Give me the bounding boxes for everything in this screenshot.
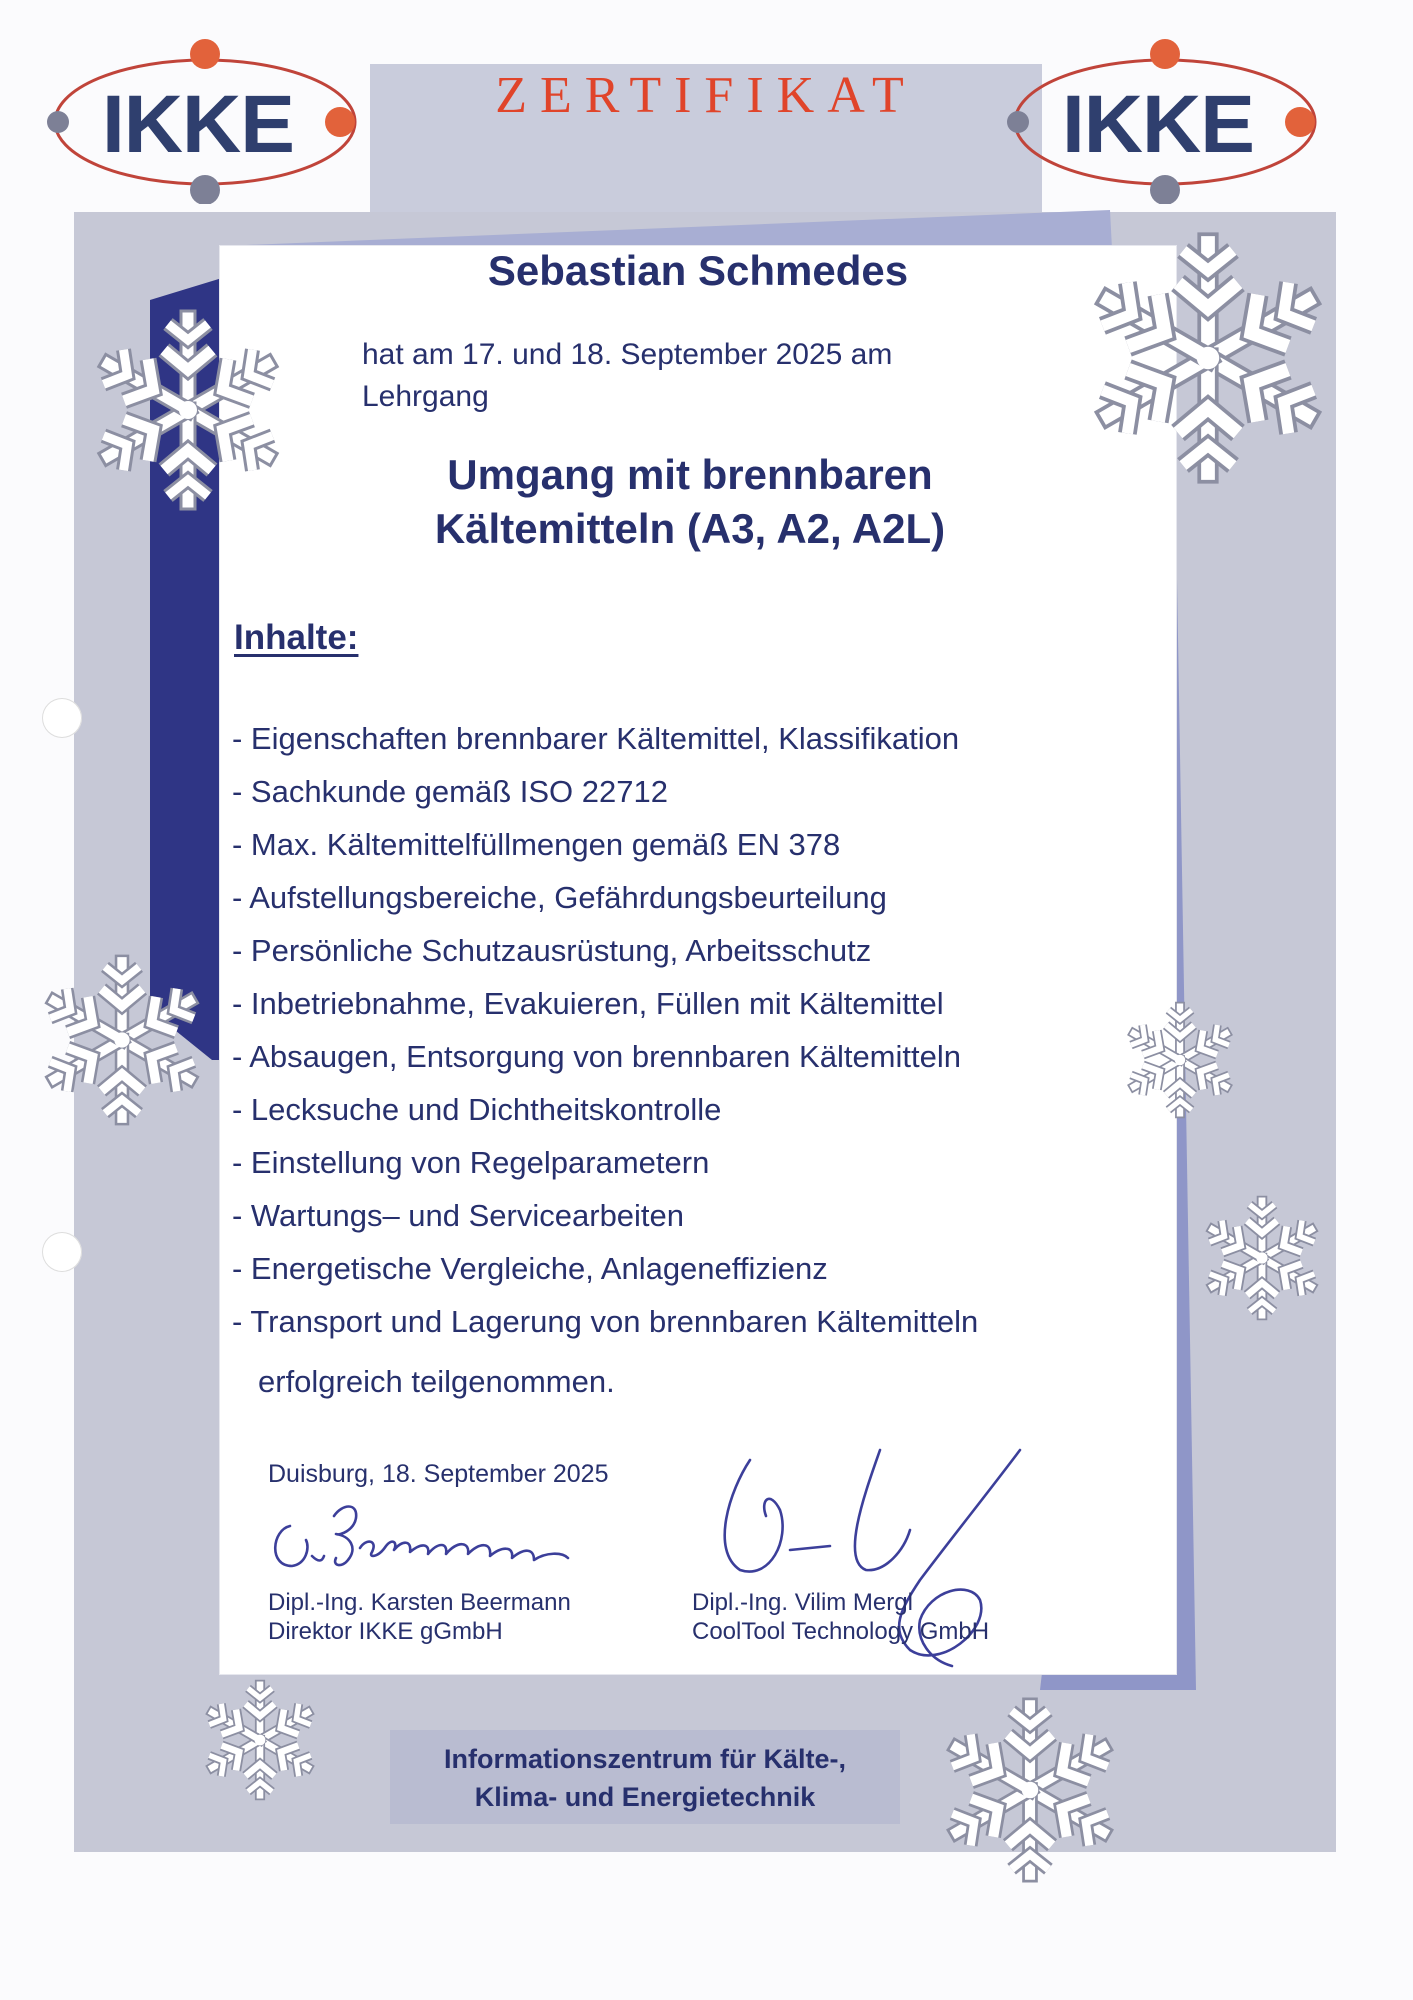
footer-line: Klima- und Energietechnik — [474, 1782, 816, 1812]
ikke-logo-right — [1000, 34, 1330, 204]
footer-text — [390, 1740, 900, 1816]
list-item: - Max. Kältemittelfüllmengen gemäß EN 378 — [232, 827, 841, 862]
signatory-name: Dipl.-Ing. Vilim Mergl — [692, 1589, 913, 1616]
snowflake-icon — [44, 962, 200, 1118]
snowflake-icon — [1205, 1201, 1319, 1315]
signatory-left — [268, 1588, 571, 1646]
logo-text: IKKE — [102, 79, 294, 170]
contents-list — [232, 712, 1152, 1348]
intro-line: Lehrgang — [362, 380, 489, 413]
footer-line: Informationszentrum für Kälte-, — [443, 1744, 847, 1774]
list-item: - Absaugen, Entsorgung von brennbaren Kältemitteln — [232, 1039, 961, 1074]
course-title-line: Umgang mit brennbaren — [447, 451, 933, 498]
list-item: - Inbetriebnahme, Evakuieren, Füllen mit Kältemittel — [232, 986, 944, 1021]
signature-right — [690, 1430, 1070, 1700]
list-item: - Eigenschaften brennbarer Kältemittel, Klassifikation — [232, 721, 960, 756]
punch-hole — [42, 698, 82, 738]
snowflake-icon — [205, 1685, 315, 1795]
snowflake-icon — [946, 1705, 1115, 1874]
snowflake-icon — [96, 318, 279, 502]
list-item: - Sachkunde gemäß ISO 22712 — [232, 774, 668, 809]
signatory-role: Direktor IKKE gGmbH — [268, 1618, 503, 1645]
place-date: Duisburg, 18. September 2025 — [268, 1460, 609, 1488]
course-title-line: Kältemitteln (A3, A2, A2L) — [434, 505, 946, 552]
course-title — [290, 448, 1090, 556]
signatory-role: CoolTool Technology GmbH — [692, 1618, 990, 1645]
intro-line: hat am 17. und 18. September 2025 am — [362, 338, 893, 371]
signatory-name: Dipl.-Ing. Karsten Beermann — [268, 1589, 571, 1616]
list-item: - Lecksuche und Dichtheitskontrolle — [232, 1092, 722, 1127]
logo-text: IKKE — [1062, 79, 1254, 170]
list-item: - Einstellung von Regelparametern — [232, 1145, 710, 1180]
punch-hole — [42, 1232, 82, 1272]
intro-text — [362, 334, 1062, 418]
ikke-logo-left — [40, 34, 370, 204]
certificate-title: ZERTIFIKAT — [495, 67, 917, 124]
recipient-name: Sebastian Schmedes — [487, 247, 909, 294]
list-item: - Energetische Vergleiche, Anlageneffizienz — [232, 1251, 828, 1286]
contents-heading: Inhalte: — [234, 618, 359, 657]
signatory-right — [692, 1588, 989, 1646]
list-item: - Transport und Lagerung von brennbaren Kältemitteln — [232, 1304, 979, 1339]
list-item: - Persönliche Schutzausrüstung, Arbeitsschutz — [232, 933, 872, 968]
closing-text: erfolgreich teilgenommen. — [258, 1364, 615, 1399]
signature-left — [262, 1496, 662, 1586]
list-item: - Wartungs– und Servicearbeiten — [232, 1198, 685, 1233]
list-item: - Aufstellungsbereiche, Gefährdungsbeurteilung — [232, 880, 887, 915]
